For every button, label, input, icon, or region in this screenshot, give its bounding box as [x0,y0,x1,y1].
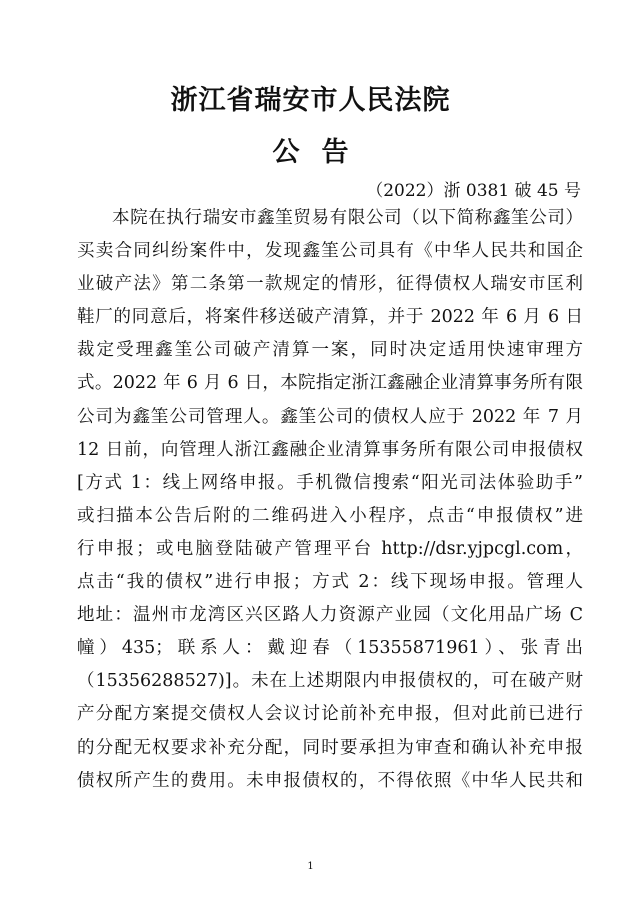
body-line: [方式 1：线上网络申报。手机微信搜索“阳光司法体验助手” [77,472,583,493]
notice-heading: 公告 [272,137,371,168]
body-line: 买卖合同纠纷案件中，发现鑫筀公司具有《中华人民共和国企 [77,241,583,262]
body-line: 幢）435；联系人：戴迎春（15355871961）、张青出 [77,638,583,659]
body-line: 产分配方案提交债权人会议讨论前补充申报，但对此前已进行 [77,704,583,725]
body-line: 地址：温州市龙湾区兴区路人力资源产业园（文化用品广场 C [77,605,583,626]
body-line: 鞋厂的同意后，将案件移送破产清算，并于 2022 年 6 月 6 日 [77,307,583,328]
body-line: 债权所产生的费用。未申报债权的，不得依照《中华人民共和 [77,770,583,791]
page-number: 1 [307,861,314,872]
body-line: 12 日前，向管理人浙江鑫融企业清算事务所有限公司申报债权 [77,439,583,460]
court-title: 浙江省瑞安市人民法院 [170,85,451,116]
body-line: （15356288527)]。未在上述期限内申报债权的，可在破产财 [77,671,583,692]
body-line: 公司为鑫筀公司管理人。鑫筀公司的债权人应于 2022 年 7 月 [77,406,583,427]
notice-body [77,205,583,801]
body-line: 业破产法》第二条第一款规定的情形，征得债权人瑞安市匡利 [77,274,583,295]
body-line: 裁定受理鑫筀公司破产清算一案，同时决定适用快速审理方 [77,340,583,361]
body-line: 行申报；或电脑登陆破产管理平台 http://dsr.yjpcgl.com， [77,538,583,559]
body-line: 点击“我的债权”进行申报；方式 2：线下现场申报。管理人 [77,572,583,593]
body-line: 的分配无权要求补充分配，同时要承担为审查和确认补充申报 [77,737,583,758]
case-number: （2022）浙 0381 破 45 号 [366,181,581,201]
body-line: 或扫描本公告后附的二维码进入小程序，点击“申报债权”进 [77,505,583,526]
body-line: 本院在执行瑞安市鑫筀贸易有限公司（以下简称鑫筀公司） [112,208,583,228]
body-line: 式。2022 年 6 月 6 日，本院指定浙江鑫融企业清算事务所有限 [77,373,583,394]
